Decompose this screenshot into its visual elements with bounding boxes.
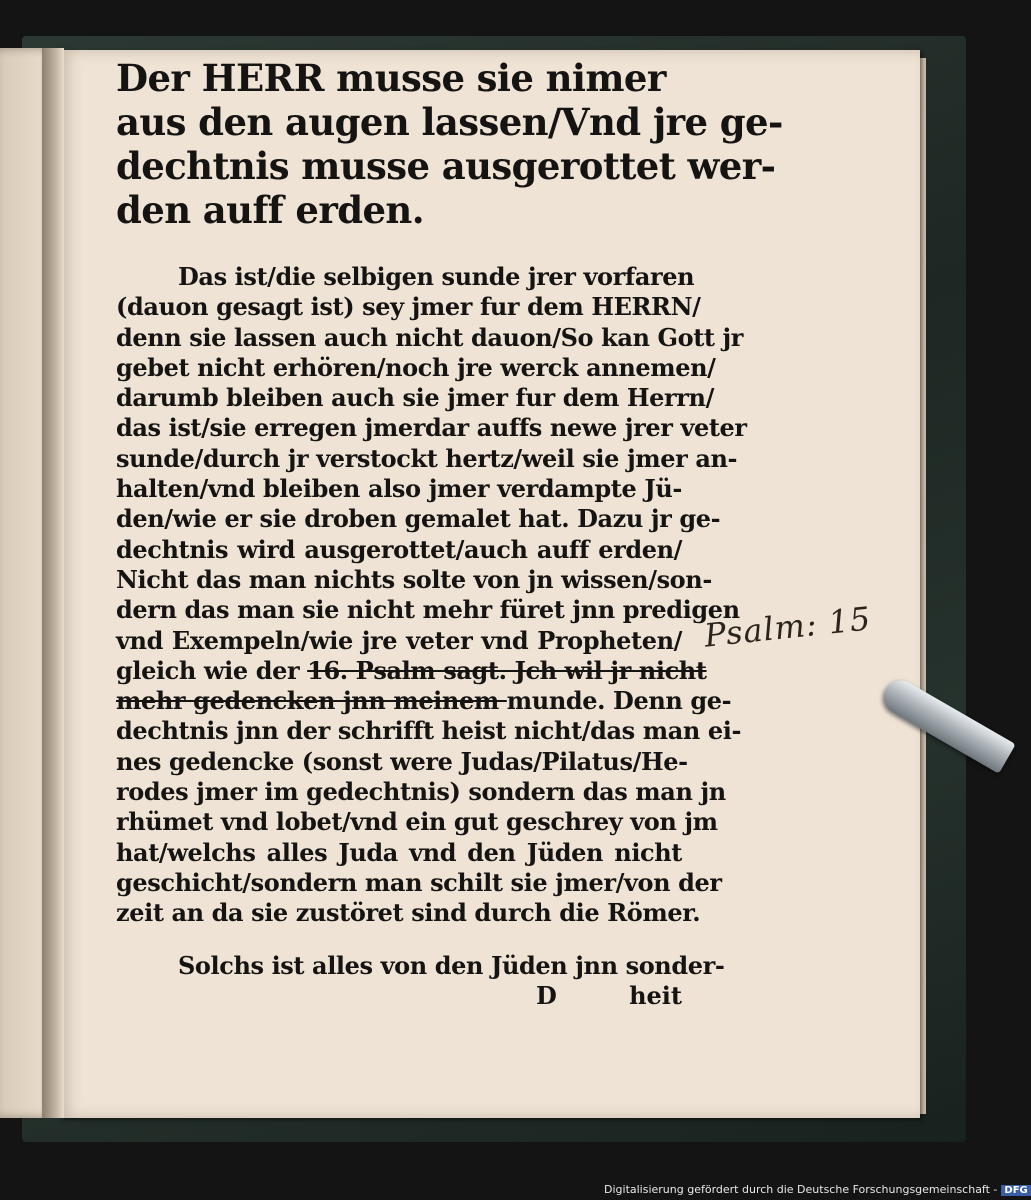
heading-line: aus den augen lassen/Vnd jre ge- bbox=[116, 100, 783, 144]
text-line: nes gedencke (sonst were Judas/Pilatus/He- bbox=[116, 746, 688, 776]
text-line: halten/vnd bleiben also jmer verdampte Jü- bbox=[116, 474, 682, 504]
text-line: den/wie er sie droben gemalet hat. Dazu jr ge- bbox=[116, 504, 721, 534]
text-line: rodes jmer im gedechtnis) sondern das man jn bbox=[116, 777, 726, 807]
paragraph-2 bbox=[116, 950, 725, 981]
text-line: rhümet vnd lobet/vnd ein gut geschrey von jm bbox=[116, 807, 718, 837]
credit-text: Digitalisierung gefördert durch die Deutsche Forschungsgemeinschaft - bbox=[604, 1183, 998, 1196]
handwritten-margin-note: Psalm: 15 bbox=[702, 599, 873, 655]
heading-line: dechtnis musse ausgerottet wer- bbox=[116, 144, 776, 188]
text-line: Solchs ist alles von den Jüden jnn sonder- bbox=[178, 950, 725, 980]
dfg-logo: DFG bbox=[1001, 1185, 1030, 1196]
heading-line: den auff erden. bbox=[116, 188, 425, 232]
text-line: dern das man sie nicht mehr füret jnn predigen bbox=[116, 595, 740, 625]
text-line: gebet nicht erhören/noch jre werck annemen/ bbox=[116, 352, 716, 382]
text-line: hat/welchs alles Juda vnd den Jüden nicht bbox=[116, 837, 682, 867]
text-line: dechtnis wird ausgerottet/auch auff erden/ bbox=[116, 534, 682, 564]
digitization-credit bbox=[604, 1183, 1028, 1199]
strikethrough-line bbox=[116, 655, 707, 686]
text-span: munde. Denn ge- bbox=[506, 686, 732, 716]
text-line: (dauon gesagt ist) sey jmer fur dem HERRN/ bbox=[116, 292, 701, 322]
book-gutter bbox=[42, 48, 64, 1118]
strikethrough-line bbox=[116, 686, 732, 716]
text-span: gleich wie der bbox=[116, 655, 308, 685]
struck-text: mehr gedencken jnn meinem bbox=[116, 686, 507, 716]
text-line: sunde/durch jr verstockt hertz/weil sie jmer an- bbox=[116, 443, 738, 473]
text-line: Nicht das man nichts solte von jn wissen/son- bbox=[116, 564, 712, 594]
text-line: darumb bleiben auch sie jmer fur dem Herrn/ bbox=[116, 383, 714, 413]
struck-text: 16. Psalm sagt. Jch wil jr nicht bbox=[307, 655, 707, 685]
text-line: das ist/sie erregen jmerdar auffs newe jrer veter bbox=[116, 413, 747, 443]
text-line: zeit an da sie zustöret sind durch die Römer. bbox=[116, 898, 701, 928]
text-line: dechtnis jnn der schrifft heist nicht/das man ei- bbox=[116, 716, 742, 746]
text-line: denn sie lassen auch nicht dauon/So kan Gott jr bbox=[116, 322, 744, 352]
heading-line: Der HERR musse sie nimer bbox=[116, 56, 666, 100]
catchword: heit bbox=[629, 980, 682, 1010]
text-line: Das ist/die selbigen sunde jrer vorfaren bbox=[178, 262, 695, 291]
page-heading bbox=[116, 56, 783, 232]
paragraph-1 bbox=[116, 262, 747, 929]
signature-mark: D bbox=[536, 980, 557, 1010]
text-line: geschicht/sondern man schilt sie jmer/von der bbox=[116, 867, 722, 897]
text-line: vnd Exempeln/wie jre veter vnd Propheten/ bbox=[116, 625, 682, 655]
page-footer-marks bbox=[116, 981, 682, 1013]
page-text bbox=[116, 56, 783, 1013]
